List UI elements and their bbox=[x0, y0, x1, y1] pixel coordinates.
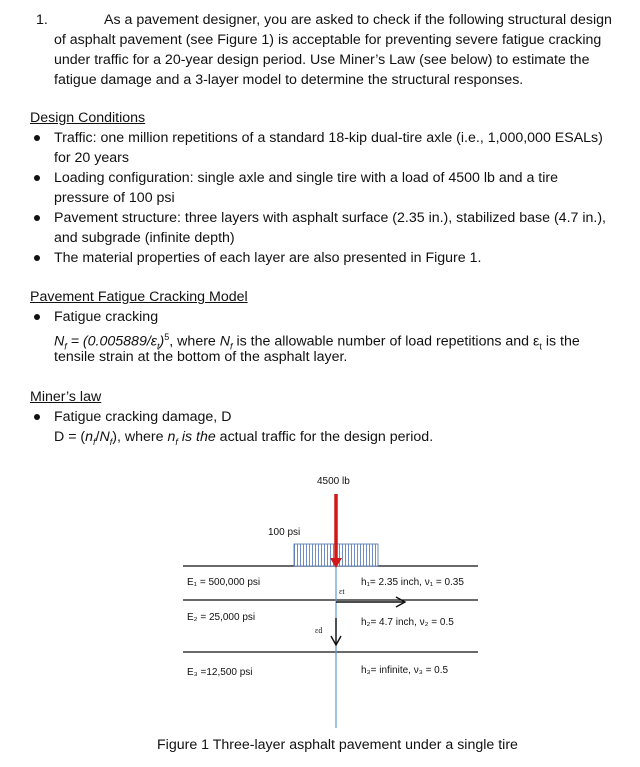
layer-2-modulus: E₂ = 25,000 psi bbox=[187, 612, 256, 623]
layer-1-modulus: E₁ = 500,000 psi bbox=[187, 577, 261, 588]
fatigue-equation: $N_f = (0.005889/\varepsilon_t)^5$, where $N_f$ is the allowable number of load repetitions and $\varepsilon_t$ is the bbox=[54, 332, 580, 352]
load-label: 4500 lb bbox=[317, 476, 350, 487]
bullet-dot bbox=[34, 255, 40, 261]
pavement-figure bbox=[0, 460, 640, 767]
bullet-dot bbox=[34, 175, 40, 181]
miners-law-heading: Miner’s law bbox=[30, 389, 102, 405]
traffic-line-2: for 20 years bbox=[54, 150, 129, 166]
loading-line-1: Loading configuration: single axle and single tire with a load of 4500 lb and a tire bbox=[54, 170, 558, 186]
intro-line-4: fatigue damage and a 3-layer model to determine the structural responses. bbox=[54, 72, 524, 88]
bullet-dot bbox=[34, 414, 40, 420]
strain-t-label: εt bbox=[339, 587, 345, 596]
bullet-dot bbox=[34, 135, 40, 141]
intro-line-1: As a pavement designer, you are asked to check if the following structural design bbox=[104, 12, 612, 28]
intro-line-2: of asphalt pavement (see Figure 1) is acceptable for preventing severe fatigue cracking bbox=[54, 32, 602, 48]
bullet-dot bbox=[34, 215, 40, 221]
loading-line-2: pressure of 100 psi bbox=[54, 190, 175, 206]
layer-2-props: h₂= 4.7 inch, ν₂ = 0.5 bbox=[361, 617, 454, 628]
structure-line-2: and subgrade (infinite depth) bbox=[54, 230, 235, 246]
layer-1-props: h₁= 2.35 inch, ν₁ = 0.35 bbox=[361, 577, 464, 588]
damage-bullet: Fatigue cracking damage, D bbox=[54, 409, 232, 425]
structure-line-1: Pavement structure: three layers with asphalt surface (2.35 in.), stabilized base (4.7 in.), bbox=[54, 210, 606, 226]
intro-line-3: under traffic for a 20-year design period. Use Miner’s Law (see below) to estimate the bbox=[54, 52, 590, 68]
layer-3-props: h₃= infinite, ν₃ = 0.5 bbox=[361, 665, 449, 676]
pressure-label: 100 psi bbox=[268, 527, 301, 538]
materials-line: The material properties of each layer are also presented in Figure 1. bbox=[54, 250, 482, 266]
strain-d-label: εd bbox=[315, 626, 323, 635]
design-conditions-heading: Design Conditions bbox=[30, 110, 146, 126]
fatigue-bullet: Fatigue cracking bbox=[54, 309, 159, 325]
traffic-line-1: Traffic: one million repetitions of a standard 18-kip dual-tire axle (i.e., 1,000,000 ESALs) bbox=[54, 130, 603, 146]
damage-equation: $D = (n_f/N_f)$, where $n_f$ is the actual traffic for the design period. bbox=[54, 429, 434, 447]
fatigue-model-heading: Pavement Fatigue Cracking Model bbox=[30, 289, 248, 305]
problem-number: 1. bbox=[36, 12, 48, 28]
layer-3-modulus: E₃ =12,500 psi bbox=[187, 667, 253, 678]
figure-caption: Figure 1 Three-layer asphalt pavement under a single tire bbox=[157, 737, 518, 753]
fatigue-equation-line-2: tensile strain at the bottom of the asphalt layer. bbox=[54, 349, 348, 365]
bullet-dot bbox=[34, 314, 40, 320]
